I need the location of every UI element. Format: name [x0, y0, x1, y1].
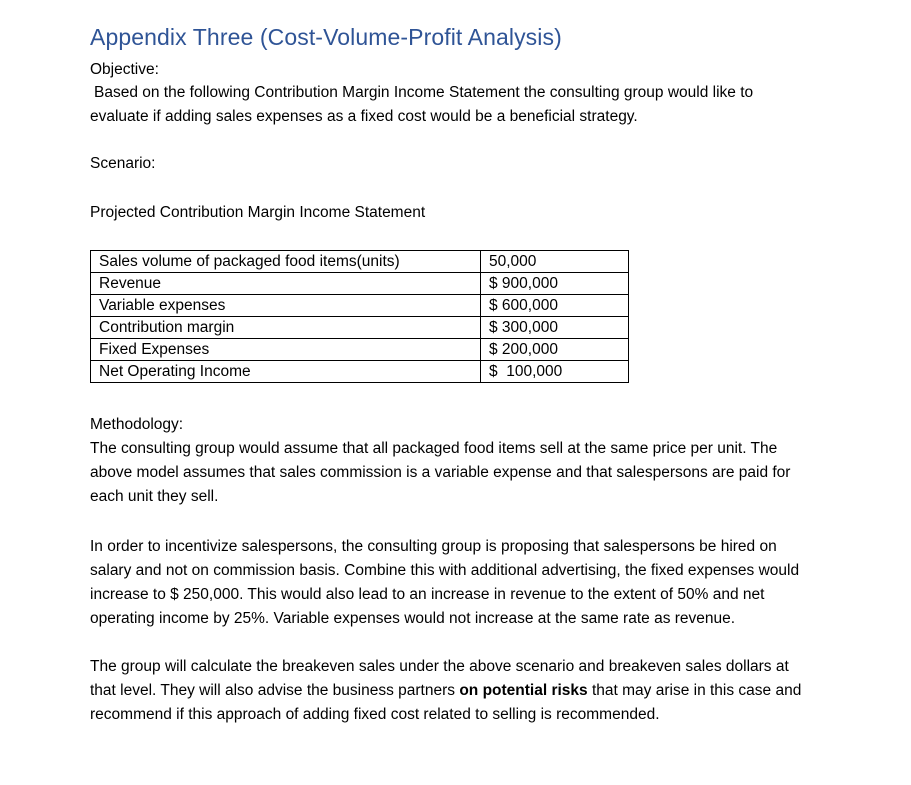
table-row [91, 251, 629, 273]
proposal-line: increase to $ 250,000. This would also lead to an increase in revenue to the extent of 50% and net [90, 586, 765, 603]
methodology-label: Methodology: [90, 416, 184, 433]
methodology-line: The consulting group would assume that all packaged food items sell at the same price per unit. The [90, 440, 778, 457]
table-row [91, 339, 629, 361]
row-label: Contribution margin [91, 317, 481, 339]
breakeven-line: The group will calculate the breakeven sales under the above scenario and breakeven sales dollars at [90, 658, 789, 675]
objective-label: Objective: [90, 61, 159, 78]
breakeven-line: recommend if this approach of adding fixed cost related to selling is recommended. [90, 706, 660, 723]
proposal-line: salary and not on commission basis. Combine this with additional advertising, the fixed expenses would [90, 562, 800, 579]
table-row [91, 273, 629, 295]
methodology-line: above model assumes that sales commission is a variable expense and that salespersons are paid for [90, 464, 791, 481]
page-title: Appendix Three (Cost-Volume-Profit Analysis) [90, 24, 562, 50]
row-value: $ 100,000 [481, 361, 629, 383]
row-value: $ 900,000 [481, 273, 629, 295]
row-value: 50,000 [481, 251, 629, 273]
scenario-label: Scenario: [90, 155, 156, 172]
methodology-paragraph [90, 437, 790, 509]
table-row [91, 295, 629, 317]
row-value: $ 300,000 [481, 317, 629, 339]
objective-paragraph [90, 81, 870, 129]
proposal-paragraph [90, 535, 799, 631]
row-label: Revenue [91, 273, 481, 295]
row-value: $ 200,000 [481, 339, 629, 361]
objective-line: evaluate if adding sales expenses as a fixed cost would be a beneficial strategy. [90, 108, 638, 125]
row-value: $ 600,000 [481, 295, 629, 317]
row-label: Net Operating Income [91, 361, 481, 383]
income-statement-table [90, 250, 629, 383]
breakeven-line-start: that level. They will also advise the business partners [90, 682, 460, 699]
breakeven-line [90, 679, 801, 703]
row-label: Sales volume of packaged food items(units) [91, 251, 481, 273]
table-row [91, 361, 629, 383]
risks-emphasis: on potential risks [459, 682, 588, 699]
row-label: Fixed Expenses [91, 339, 481, 361]
statement-label: Projected Contribution Margin Income Statement [90, 204, 426, 221]
table-row [91, 317, 629, 339]
proposal-line: In order to incentivize salespersons, the consulting group is proposing that salespersons be hired on [90, 538, 777, 555]
row-label: Variable expenses [91, 295, 481, 317]
breakeven-line-end: that may arise in this case and [587, 682, 802, 699]
methodology-line: each unit they sell. [90, 488, 219, 505]
proposal-line: operating income by 25%. Variable expenses would not increase at the same rate as revenue. [90, 610, 736, 627]
breakeven-paragraph [90, 655, 801, 727]
objective-line: Based on the following Contribution Margin Income Statement the consulting group would like to [94, 84, 754, 101]
